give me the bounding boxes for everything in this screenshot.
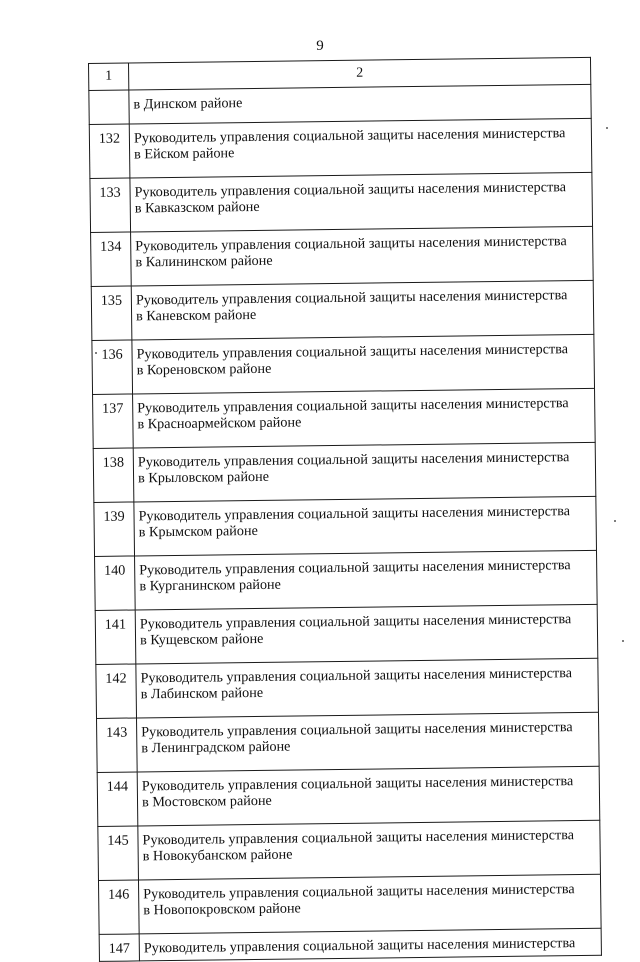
table-row: [91, 280, 594, 340]
table-row: [93, 442, 596, 502]
row-number-cell: 147: [99, 934, 139, 961]
row-text-cell: [135, 604, 598, 664]
table-row: [94, 496, 597, 556]
row-number-cell: 146: [98, 880, 139, 934]
row-text-line: Руководитель управления социальной защиты населения министерства: [135, 233, 567, 255]
row-number-cell: 132: [89, 124, 130, 178]
row-text-line: в Крыловском районе: [137, 468, 270, 487]
scan-speck: [622, 640, 624, 642]
row-number-cell: 144: [97, 772, 138, 826]
row-text-cell: [137, 712, 600, 772]
row-text-cell: [134, 496, 597, 556]
row-text-cell: [133, 442, 596, 502]
row-text-line: в Динском районе: [133, 95, 243, 113]
row-number-cell: 134: [91, 232, 132, 286]
row-text-cell: [139, 928, 601, 961]
row-number-cell: 137: [93, 394, 134, 448]
row-number-cell: 138: [93, 448, 134, 502]
table-row: [99, 928, 601, 961]
row-number-cell: 139: [94, 502, 135, 556]
row-text-line: Руководитель управления социальной защиты населения министерства: [138, 503, 571, 525]
row-text-line: Руководитель управления социальной защиты населения министерства: [143, 935, 576, 957]
row-text-cell: [138, 874, 601, 934]
row-text-line: в Кореновском районе: [136, 360, 272, 379]
row-text-line: Руководитель управления социальной защиты населения министерства: [142, 827, 575, 849]
table-row: [89, 118, 592, 178]
row-number-cell: 136: [92, 340, 133, 394]
row-text-line: в Курганинском районе: [139, 576, 282, 595]
row-text-line: Руководитель управления социальной защиты населения министерства: [141, 773, 574, 795]
row-text-line: Руководитель управления социальной защиты населения министерства: [143, 881, 575, 903]
table-body: [89, 57, 602, 961]
positions-table: [88, 57, 602, 962]
row-text-line: в Лабинском районе: [140, 684, 264, 703]
row-text-line: Руководитель управления социальной защиты населения министерства: [139, 611, 572, 633]
table-row: [97, 712, 600, 772]
row-text-line: Руководитель управления социальной защиты населения министерства: [137, 395, 569, 417]
row-text-cell: [135, 550, 598, 610]
row-text-line: в Каневском районе: [136, 306, 257, 325]
row-text-cell: [138, 820, 601, 880]
row-text-line: в Кущевском районе: [139, 630, 264, 649]
row-text-line: в Новокубанском районе: [142, 846, 293, 865]
row-text-line: в Красноармейском районе: [137, 414, 302, 433]
row-text-cell: [137, 766, 600, 826]
table-row: [96, 658, 599, 718]
table-row: [90, 172, 593, 232]
row-number-cell: 145: [98, 826, 139, 880]
row-text-line: Руководитель управления социальной защиты населения министерства: [139, 557, 571, 579]
row-text-line: в Мостовском районе: [141, 792, 272, 811]
header-cell-number: 1: [89, 63, 129, 90]
row-text-cell: [131, 280, 594, 340]
table-row: [98, 874, 601, 934]
row-number-cell: 133: [90, 178, 131, 232]
row-text-cell: [130, 172, 593, 232]
row-text-cell: [136, 658, 599, 718]
row-number-cell: 140: [95, 556, 136, 610]
scan-speck: [614, 520, 616, 522]
table-row: [98, 820, 601, 880]
row-text-cell: [132, 334, 595, 394]
row-text-line: в Новопокровском районе: [143, 900, 301, 919]
row-number-cell: 135: [91, 286, 132, 340]
table-row: [93, 388, 596, 448]
row-text-line: Руководитель управления социальной защиты населения министерства: [140, 665, 573, 687]
row-number-cell: 141: [95, 610, 136, 664]
row-text-line: Руководитель управления социальной защиты населения министерства: [134, 179, 567, 201]
table-row: [91, 226, 594, 286]
page-number: 9: [316, 38, 324, 54]
row-text-cell: [133, 388, 596, 448]
row-text-cell: [131, 226, 594, 286]
row-text-line: в Ленинградском районе: [141, 738, 291, 757]
row-text-line: в Калининском районе: [135, 252, 273, 271]
row-number-cell: 143: [97, 718, 138, 772]
row-text-cell: [129, 84, 591, 124]
row-text-line: Руководитель управления социальной защиты населения министерства: [133, 125, 566, 147]
table-row: [95, 550, 598, 610]
header-cell-text: 2: [129, 57, 591, 90]
row-number-cell: [89, 90, 129, 124]
table-row: [92, 334, 595, 394]
row-text-line: Руководитель управления социальной защиты населения министерства: [141, 719, 573, 741]
scan-speck: [95, 352, 97, 354]
scan-speck: [606, 127, 608, 129]
row-text-line: Руководитель управления социальной защиты населения министерства: [135, 287, 568, 309]
row-number-cell: 142: [96, 664, 137, 718]
row-text-cell: [129, 118, 592, 178]
row-text-line: в Крымском районе: [138, 522, 258, 541]
row-text-line: в Кавказском районе: [134, 198, 260, 217]
table-row: [95, 604, 598, 664]
row-text-line: Руководитель управления социальной защиты населения министерства: [137, 449, 570, 471]
row-text-line: в Ейском районе: [134, 145, 235, 163]
table-row: [97, 766, 600, 826]
row-text-line: Руководитель управления социальной защиты населения министерства: [136, 341, 569, 363]
